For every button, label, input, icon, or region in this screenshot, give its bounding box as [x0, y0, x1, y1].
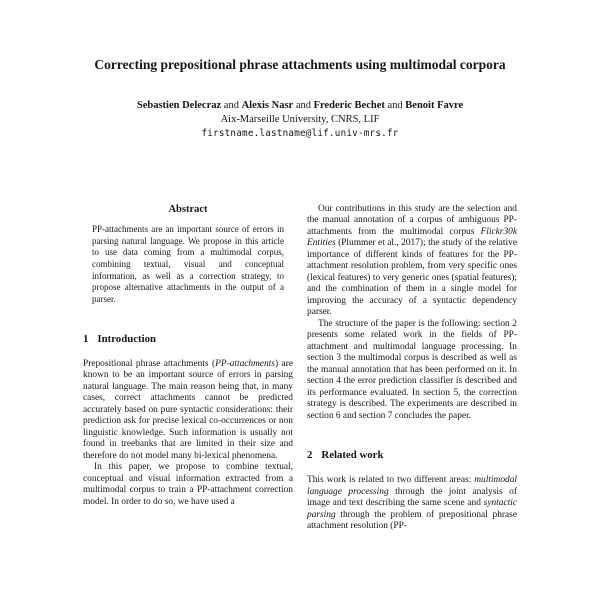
affiliation: Aix-Marseille University, CNRS, LIF — [220, 113, 380, 125]
section-1-number: 1 — [83, 332, 89, 345]
author-line: Sebastien Delecraz and Alexis Nasr and Frederic Bechet and Benoit Favre — [136, 99, 464, 111]
section-1-heading — [83, 333, 293, 346]
section-2-heading — [307, 449, 517, 462]
intro-paragraph-2: In this paper, we propose to combine textual, conceptual and visual information extracted from a multimodal corpus to train a PP-attachment correction model. In order to do so, we have used a — [83, 462, 293, 507]
abstract-body: PP-attachments are an important source of errors in parsing natural language. We propose in this article to use data coming from a multimodal corpus, combining textual, visual and conceptual information, as well as a correction strategy, to propose alternative attachments in the output of a parser. — [92, 223, 284, 305]
intro-paragraph-1: Prepositional phrase attachments (PP-attachments) are known to be an important source of errors in parsing natural language. The main reason being that, in many cases, correct attachments cannot be predicted accurately based on pure syntactic considerations: their prediction ask for precise lexical co-occurrences or non linguistic knowledge. Such information is usually not found in treebanks that are limited in their size and therefore do not model many bi-lexical phenomena. — [83, 358, 293, 461]
left-column — [83, 204, 293, 508]
contributions-paragraph: Our contributions in this study are the selection and the manual annotation of a corpus of ambiguous PP-attachments from the multimodal corpus Flickr30k Entities (Plummer et al., 2017); the study of the relative importance of different kinds of features for the PP-attachment resolution problem, from very specific ones (lexical features) to very generic ones (spatial features); and the combination of them in a single model for improving the accuracy of a syntactic dependency parser. — [307, 203, 517, 318]
section-1-title: Introduction — [97, 332, 157, 345]
paper-structure-paragraph: The structure of the paper is the following: section 2 presents some related work in the fields of PP-attachment and multimodal language processing. In section 3 the multimodal corpus is described as well as the manual annotation that has been performed on it. In section 4 the error prediction classifier is described and its performance evaluated. In section 5, the correction strategy is described. The experiments are described in section 6 and section 7 concludes the paper. — [307, 318, 517, 421]
related-work-paragraph: This work is related to two different areas: multimodal language processing through the joint analysis of image and text describing the same scene and syntactic parsing through the problem of prepositional phrase attachment resolution (PP- — [307, 475, 517, 532]
abstract-section — [83, 204, 293, 306]
email-address: firstname.lastname@lif.univ-mrs.fr — [201, 127, 399, 139]
abstract-heading: Abstract — [168, 203, 208, 215]
paper-title: Correcting prepositional phrase attachments using multimodal corpora — [94, 57, 506, 72]
two-column-body — [83, 204, 517, 533]
section-2-title: Related work — [321, 449, 384, 462]
title-block — [0, 0, 600, 140]
right-column — [307, 204, 517, 533]
section-2-number: 2 — [307, 449, 313, 462]
